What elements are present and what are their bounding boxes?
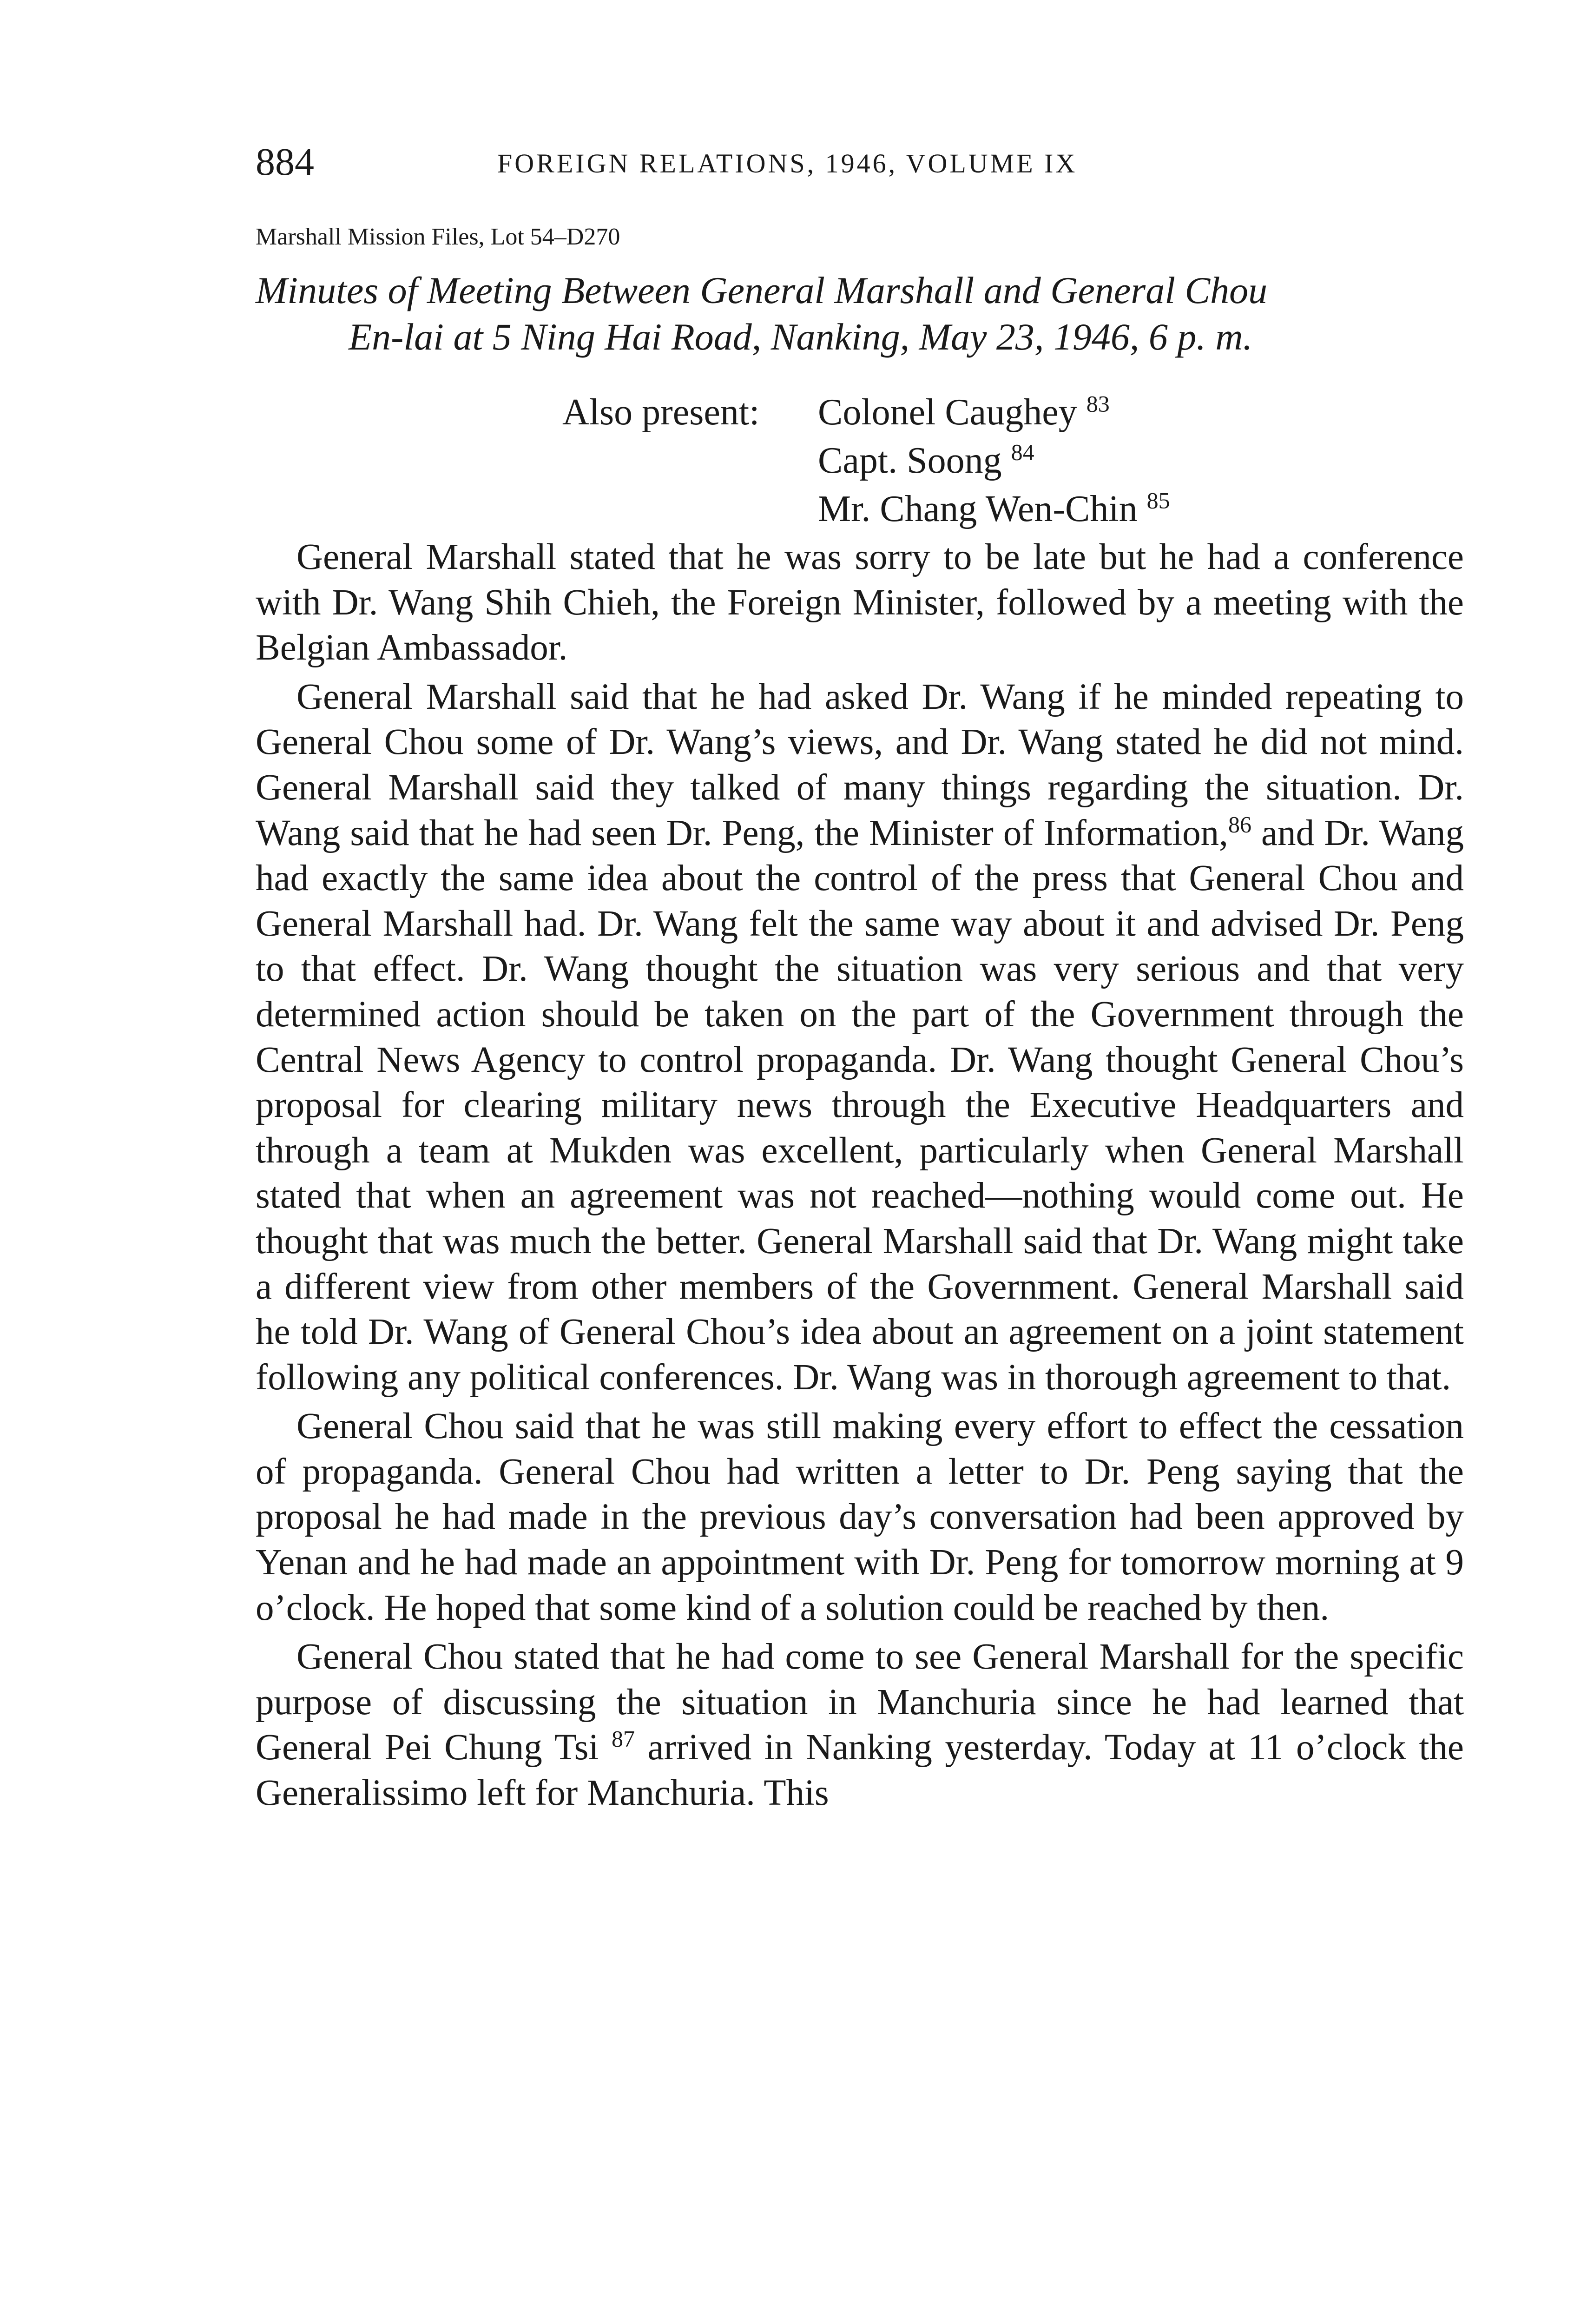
paragraph: General Chou stated that he had come to see General Marshall for the specific purpose of discussing the situation in Manchuria since he had learned that General Pei Chung Tsi $^{87}$ arrived in Nanking yesterday. Today at 11 o’clock the Generalissimo left for Manchuria. This [256,1637,1464,1814]
paragraph: General Marshall said that he had asked Dr. Wang if he minded repeating to General Chou some of Dr. Wang’s views, and Dr. Wang stated he did not mind. General Marshall said they talked of many things regarding the situation. Dr. Wang said that he had seen Dr. Peng, the Minister of Information,$^{86}$ and Dr. Wang had exactly the same idea about the control of the press that General Chou and General Marshall had. Dr. Wang felt the same way about it and advised Dr. Peng to that effect. Dr. Wang thought the situation was very serious and that very determined action should be taken on the part of the Government through the Central News Agency to control propaganda. Dr. Wang thought General Chou’s proposal for clearing military news through the Executive Headquarters and through a team at Mukden was excellent, particularly when General Marshall stated that when an agreement was not reached—nothing would come out. He thought that was much the better. General Marshall said that Dr. Wang might take a different view from other members of the Government. General Marshall said he told Dr. Wang of General Chou’s idea about an agreement on a joint statement following any political conferences. Dr. Wang was in thorough agreement to that. [256,676,1464,1398]
file-reference: Marshall Mission Files, Lot 54–D270 [256,224,620,250]
attendee-name: Colonel Caughey $^{83}$ [818,390,1110,433]
page-number: 884 [256,140,314,184]
attendee-row [562,436,1170,485]
attendees-block [562,388,1170,533]
title-line-2: En-lai at 5 Ning Hai Road, Nanking, May 23, 1946, 6 p. m. [349,316,1253,358]
footnote-ref[interactable]: 86 [1228,811,1251,838]
document-title [256,267,1464,360]
title-line-1: Minutes of Meeting Between General Marshall and General Chou [256,269,1268,311]
footnote-ref[interactable]: 84 [1011,439,1034,465]
footnote-ref[interactable]: 83 [1086,390,1110,417]
also-present-label: Also present: [562,392,760,433]
attendee-name: Capt. Soong $^{84}$ [818,439,1034,481]
footnote-ref[interactable]: 87 [611,1726,635,1752]
paragraph: General Marshall stated that he was sorry to be late but he had a conference with Dr. Wang Shih Chieh, the Foreign Minister, followed by a meeting with the Belgian Ambassador. [256,537,1464,668]
attendee-name: Mr. Chang Wen-Chin $^{85}$ [818,487,1170,529]
volume-title: FOREIGN RELATIONS, 1946, VOLUME IX [497,148,1078,178]
body-text [256,535,1464,1816]
running-head [256,139,1464,200]
attendee-row [562,388,1170,436]
attendee-row [562,485,1170,533]
paragraph: General Chou said that he was still making every effort to effect the cessation of propaganda. General Chou had written a letter to Dr. Peng saying that the proposal he had made in the previous day’s conversation had been approved by Yenan and he had made an appointment with Dr. Peng for tomorrow morning at 9 o’clock. He hoped that some kind of a solution could be reached by then. [256,1406,1464,1628]
footnote-ref[interactable]: 85 [1146,487,1170,514]
